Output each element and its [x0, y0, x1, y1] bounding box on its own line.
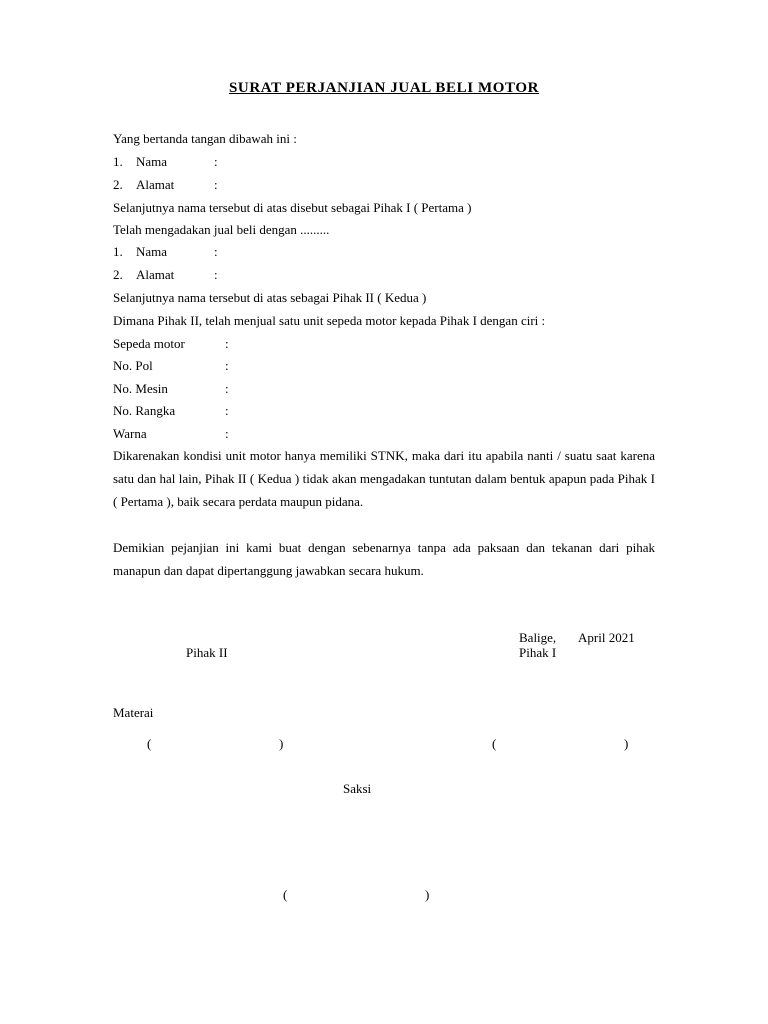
motor-field-no-pol-label: No. Pol — [113, 358, 153, 373]
motor-field-no-mesin-colon: : — [225, 381, 229, 396]
right-party-label: Pihak I — [519, 645, 557, 660]
pihak1-field-nama-label: Nama — [136, 154, 168, 169]
pihak1-field-nama-number: 1. — [113, 154, 123, 169]
signature-date: April 2021 — [578, 630, 635, 645]
left-party-label: Pihak II — [186, 645, 228, 660]
right-signature-close-paren: ) — [624, 736, 629, 751]
motor-field-no-mesin-label: No. Mesin — [113, 381, 168, 396]
motor-field-warna-colon: : — [225, 426, 229, 441]
pihak2-field-nama-colon: : — [214, 244, 218, 259]
left-signature-close-paren: ) — [279, 736, 284, 751]
document-title: SURAT PERJANJIAN JUAL BELI MOTOR — [228, 80, 540, 96]
pihak2-note: Selanjutnya nama tersebut di atas sebagai Pihak II ( Kedua ) — [113, 290, 427, 305]
stamp-label: Materai — [113, 705, 154, 720]
pihak1-field-alamat-colon: : — [214, 177, 218, 192]
pihak2-field-alamat-number: 2. — [113, 267, 123, 282]
left-signature-open-paren: ( — [147, 736, 152, 751]
motor-field-no-rangka-label: No. Rangka — [113, 403, 176, 418]
pihak2-field-alamat-colon: : — [214, 267, 218, 282]
witness-signature-open-paren: ( — [283, 887, 288, 902]
condition-paragraph: Dikarenakan kondisi unit motor hanya memiliki STNK, maka dari itu apabila nanti / suatu saat karena satu dan hal lain, Pihak II ( Kedua ) tidak akan mengadakan tuntutan dalam bentuk apapun pada Pihak I ( Pertama ), baik secara perdata maupun pidana. — [113, 448, 655, 509]
motor-field-no-rangka-colon: : — [225, 403, 229, 418]
witness-signature-close-paren: ) — [425, 887, 430, 902]
motor-field-warna-label: Warna — [113, 426, 147, 441]
motor-field-no-pol-colon: : — [225, 358, 229, 373]
signature-place: Balige, — [519, 630, 557, 645]
transition-text: Telah mengadakan jual beli dengan ......... — [113, 222, 330, 237]
witness-label: Saksi — [343, 781, 372, 796]
motor-field-sepeda-motor-label: Sepeda motor — [113, 336, 185, 351]
right-signature-open-paren: ( — [492, 736, 497, 751]
pihak1-note: Selanjutnya nama tersebut di atas disebut sebagai Pihak I ( Pertama ) — [113, 200, 472, 215]
motor-field-sepeda-motor-colon: : — [225, 336, 229, 351]
closing-paragraph: Demikian pejanjian ini kami buat dengan sebenarnya tanpa ada paksaan dan tekanan dari pihak manapun dan dapat dipertanggung jawabkan secara hukum. — [113, 540, 655, 578]
intro-text: Yang bertanda tangan dibawah ini : — [113, 131, 297, 146]
pihak1-field-alamat-number: 2. — [113, 177, 123, 192]
pihak2-field-nama-label: Nama — [136, 244, 168, 259]
pihak1-field-nama-colon: : — [214, 154, 218, 169]
pihak2-field-alamat-label: Alamat — [136, 267, 175, 282]
pihak1-field-alamat-label: Alamat — [136, 177, 175, 192]
sale-statement: Dimana Pihak II, telah menjual satu unit sepeda motor kepada Pihak I dengan ciri : — [113, 313, 546, 328]
pihak2-field-nama-number: 1. — [113, 244, 123, 259]
